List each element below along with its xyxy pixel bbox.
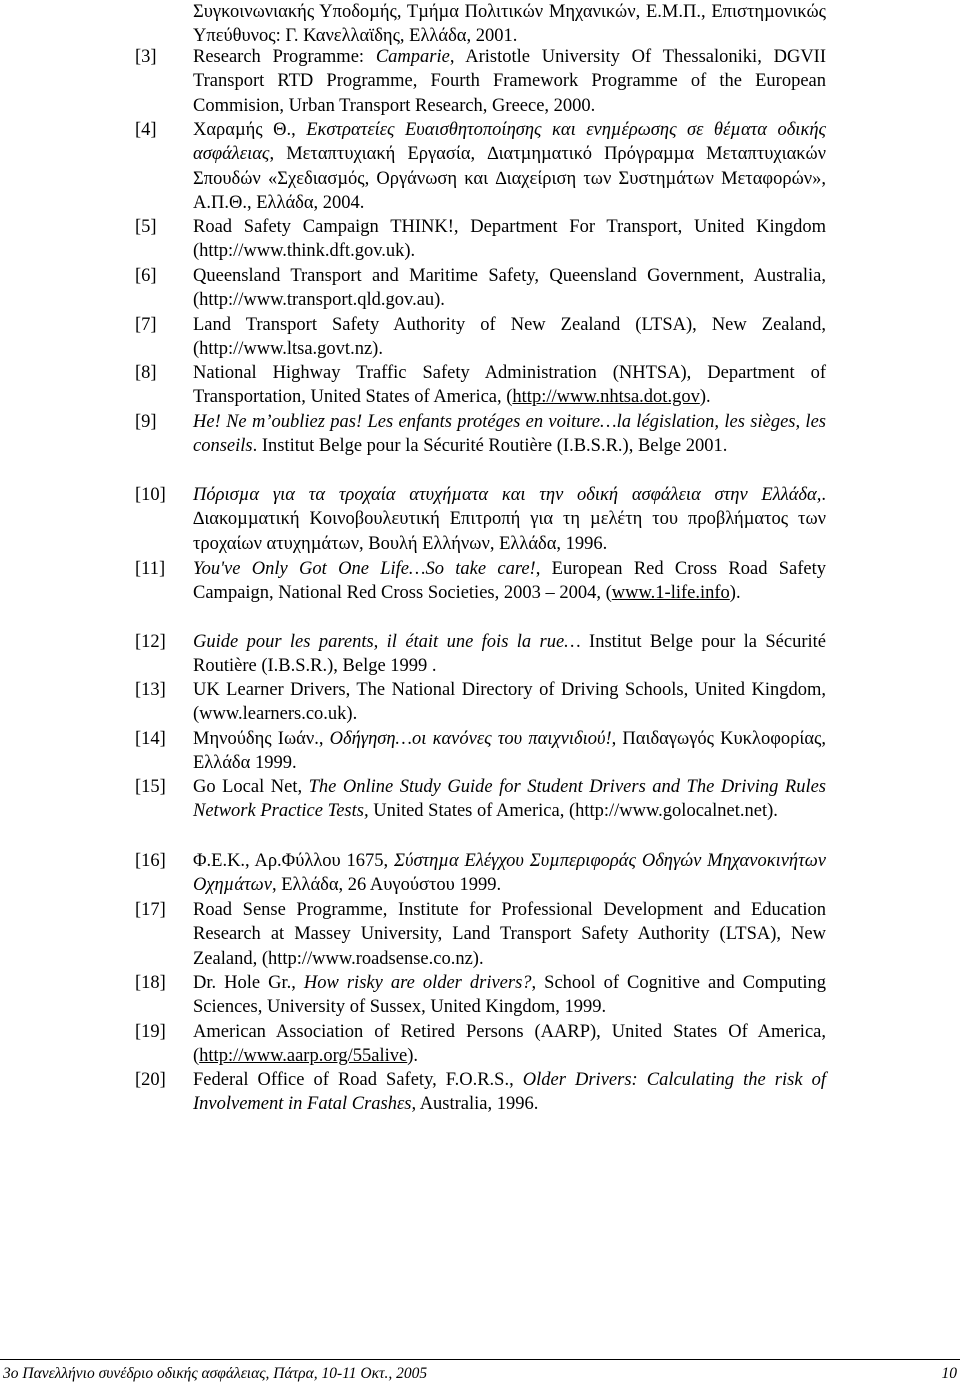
reference-text-segment: , School of Cognitive and Computing Sciences, University of Sussex, United Kingdom, 1999. bbox=[193, 973, 826, 1018]
reference-entry bbox=[0, 361, 960, 410]
reference-number: [20] bbox=[135, 1070, 166, 1090]
reference-text-segment: Dr. Hole Gr., bbox=[193, 973, 304, 993]
reference-text bbox=[193, 557, 826, 606]
reference-entry bbox=[0, 775, 960, 824]
reference-text-segment: , Aristotle University Of Thessaloniki, DGVII Transport RTD Programme, Fourth Framework Programme of the European Commision, Urban Transport Research, Greece, 2000. bbox=[193, 47, 827, 116]
reference-title-italic: You've Only Got One Life…So take care! bbox=[193, 559, 536, 579]
reference-text bbox=[193, 630, 826, 679]
reference-text bbox=[193, 313, 826, 362]
reference-text bbox=[193, 678, 826, 727]
reference-title-italic: He! Ne m’oubliez pas! Les enfants protéges en voiture…la législation, les sièges, les conseils bbox=[193, 412, 826, 457]
page-footer bbox=[0, 1365, 960, 1385]
reference-number: [7] bbox=[135, 315, 157, 335]
reference-entry bbox=[0, 727, 960, 776]
reference-text-segment: , Παιδαγωγός Κυκλοφορίας, Ελλάδα 1999. bbox=[193, 729, 827, 774]
reference-text bbox=[193, 849, 826, 898]
footer-conference-title: 3ο Πανελλήνιο συνέδριο οδικής ασφάλειας, Πάτρα, 10-11 Οκτ., 2005 bbox=[3, 1365, 428, 1382]
reference-entry bbox=[0, 264, 960, 313]
reference-text bbox=[193, 264, 826, 313]
reference-text bbox=[193, 215, 826, 264]
reference-number: [13] bbox=[135, 680, 166, 700]
reference-text bbox=[193, 727, 826, 776]
reference-text bbox=[193, 775, 826, 824]
reference-entry bbox=[0, 557, 960, 606]
reference-text-segment: , European Red Cross Road Safety Campaign, National Red Cross Societies, 2003 – 2004, ( bbox=[193, 559, 827, 604]
reference-number: [11] bbox=[135, 559, 166, 579]
reference-title-italic: How risky are older drivers? bbox=[303, 973, 532, 993]
reference-link[interactable]: www.1-life.info bbox=[611, 583, 730, 604]
reference-text bbox=[193, 118, 826, 215]
reference-number: [6] bbox=[135, 266, 157, 286]
reference-text-segment: American Association of Retired Persons (AARP), United States Of America, ( bbox=[193, 1022, 826, 1067]
reference-number: [15] bbox=[135, 777, 166, 797]
reference-entry bbox=[0, 1068, 960, 1117]
reference-text-segment: Χαραµής Θ. bbox=[193, 120, 292, 140]
reference-text-segment: National Highway Traffic Safety Administration (NHTSA), Department of Transportation, United States of America, ( bbox=[193, 363, 826, 408]
reference-entry bbox=[0, 849, 960, 898]
reference-number: [4] bbox=[135, 120, 157, 140]
reference-text-segment: , Μεταπτυχιακή Εργασία, ∆ιατµηµατικό Πρόγραµµα Μεταπτυχιακών Σπουδών «Σχεδιασµός, Οργάνωση και ∆ιαχείριση των Συστηµάτων Μεταφορών», Α.Π.Θ., Ελλάδα, 2004. bbox=[193, 144, 826, 213]
reference-text-segment: Institut Belge pour la Sécurité Routière (I.B.S.R.), Belge 1999 . bbox=[193, 632, 826, 677]
reference-text bbox=[193, 0, 826, 49]
reference-text-segment: Australia, 1996. bbox=[416, 1094, 539, 1115]
reference-number: [5] bbox=[135, 217, 157, 237]
reference-title-italic: Σύστηµα Ελέγχου Συµπεριφοράς Οδηγών Μηχανοκινήτων Οχηµάτων bbox=[193, 851, 826, 896]
reference-title-italic: Πόρισµα για τα τροχαία ατυχήµατα και την οδική ασφάλεια στην Ελλάδα, bbox=[193, 485, 822, 505]
reference-text-segment: Φ.Ε.Κ., Αρ.Φύλλου 1675, bbox=[193, 851, 394, 871]
reference-entry bbox=[0, 1020, 960, 1069]
reference-text bbox=[193, 410, 826, 459]
reference-number: [9] bbox=[135, 412, 157, 432]
reference-entry bbox=[0, 483, 960, 556]
reference-text-segment: ). bbox=[407, 1046, 419, 1067]
reference-title-italic: Guide pour les parents, il était une fois la rue… bbox=[193, 632, 581, 652]
reference-continuation bbox=[0, 0, 960, 49]
reference-text bbox=[193, 971, 826, 1020]
reference-text-segment: UK Learner Drivers, The National Directory of Driving Schools, United Kingdom, (www.learners.co.uk). bbox=[193, 680, 826, 725]
reference-text-segment: Queensland Transport and Maritime Safety, Queensland Government, Australia, (http://www.transport.qld.gov.au). bbox=[193, 266, 826, 311]
reference-number: [8] bbox=[135, 363, 157, 383]
page-number: 10 bbox=[941, 1365, 957, 1382]
reference-text bbox=[193, 898, 826, 971]
reference-number: [17] bbox=[135, 900, 166, 920]
reference-entry bbox=[0, 118, 960, 215]
reference-title-italic: Camparie bbox=[375, 47, 450, 67]
reference-text-segment: Federal Office of Road Safety, F.O.R.S., bbox=[193, 1070, 523, 1090]
reference-text-segment: Go Local Net, bbox=[193, 777, 309, 797]
reference-number: [3] bbox=[135, 47, 157, 67]
reference-text bbox=[193, 1020, 826, 1069]
reference-entry bbox=[0, 630, 960, 679]
reference-number: [10] bbox=[135, 485, 166, 505]
reference-text-segment: Συγκοινωνιακής Υποδοµής, Τµήµα Πολιτικών Μηχανικών, Ε.Μ.Π., Επιστηµονικώς Υπεύθυνος: Γ. Κανελλαϊδης, Ελλάδα, 2001. bbox=[193, 2, 826, 47]
reference-title-italic: Εκστρατείες Ευαισθητοποίησης και ενηµέρωσης σε θέµατα οδικής ασφάλειας bbox=[193, 120, 827, 165]
reference-text bbox=[193, 1068, 826, 1117]
reference-text-segment: ). bbox=[729, 583, 741, 604]
reference-entry bbox=[0, 313, 960, 362]
reference-text-segment: . Institut Belge pour la Sécurité Routière (I.B.S.R.), Belge 2001. bbox=[252, 436, 728, 457]
footer-rule bbox=[0, 1359, 960, 1360]
reference-number: [14] bbox=[135, 729, 166, 749]
reference-text-segment: United States of America, (http://www.golocalnet.net). bbox=[368, 801, 778, 822]
reference-title-italic: Οδήγηση…οι κανόνες του παιχνιδιού! bbox=[329, 729, 612, 749]
reference-text-segment: Road Safety Campaign THINK!, Department For Transport, United Kingdom (http://www.think.dft.gov.uk). bbox=[193, 217, 826, 262]
reference-text-segment: Μηνούδης Ιωάν., bbox=[193, 729, 330, 749]
reference-link[interactable]: http://www.aarp.org/55alive bbox=[199, 1046, 408, 1067]
reference-entry bbox=[0, 971, 960, 1020]
reference-number: [18] bbox=[135, 973, 166, 993]
reference-link[interactable]: http://www.nhtsa.dot.gov bbox=[512, 387, 700, 408]
reference-number: [12] bbox=[135, 632, 166, 652]
reference-title-italic: The Online Study Guide for Student Drivers and The Driving Rules Network Practice Tests, bbox=[193, 777, 826, 822]
reference-text-segment: Road Sense Programme, Institute for Professional Development and Education Research at Massey University, Land Transport Safety Authority (LTSA), New Zealand, (http://www.roadsense.co.nz). bbox=[193, 900, 826, 969]
reference-text bbox=[193, 45, 826, 118]
reference-number: [16] bbox=[135, 851, 166, 871]
reference-entry bbox=[0, 678, 960, 727]
reference-number: [19] bbox=[135, 1022, 166, 1042]
reference-text-segment: Land Transport Safety Authority of New Zealand (LTSA), New Zealand, (http://www.ltsa.govt.nz). bbox=[193, 315, 826, 360]
reference-text-segment: , bbox=[291, 120, 307, 140]
reference-entry bbox=[0, 45, 960, 118]
reference-title-italic: Older Drivers: Calculating the risk of Involvement in Fatal Crashεs, bbox=[193, 1070, 826, 1115]
reference-text-segment: Research Programme: bbox=[193, 47, 376, 67]
reference-entry bbox=[0, 215, 960, 264]
reference-entry bbox=[0, 410, 960, 459]
reference-text-segment: . ∆ιακοµµατική Κοινοβουλευτική Επιτροπή για τη µελέτη του προβλήµατος των τροχαίων ατυχηµάτων, Βουλή Ελλήνων, Ελλάδα, 1996. bbox=[193, 485, 826, 554]
reference-entry bbox=[0, 898, 960, 971]
reference-text bbox=[193, 361, 826, 410]
reference-text bbox=[193, 483, 826, 556]
reference-text-segment: ). bbox=[699, 387, 711, 408]
reference-text-segment: , Ελλάδα, 26 Αυγούστου 1999. bbox=[271, 875, 502, 896]
